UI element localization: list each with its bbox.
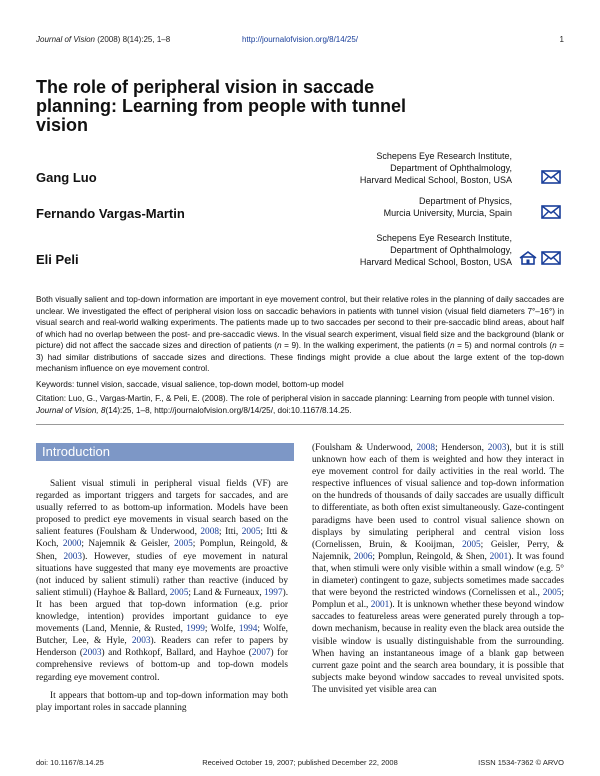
citation-year-link[interactable]: 2003 — [82, 648, 102, 659]
citation-year-link[interactable]: 2003 — [487, 443, 507, 453]
mail-icon[interactable] — [541, 170, 561, 184]
journal-volume: (2008) 8(14):25, 1–8 — [95, 35, 171, 44]
body-text: ). However, studies of eye movement in natural situations have suggested that many eye movements are proactive (not induced by salient stimuli) rather than reactive (induced by salient stimuli) (Hayhoe & Ballard, — [36, 551, 288, 598]
citation-year-link[interactable]: 2008 — [416, 443, 436, 453]
author-affiliation: Schepens Eye Research Institute, Department of Ophthalmology, Harvard Medical School, Boston, USA — [359, 233, 512, 267]
divider — [36, 424, 564, 425]
body-text: ; Henderson, — [435, 443, 488, 453]
citation-year-link[interactable]: 2005 — [174, 539, 193, 550]
body-text: ; Itti & Koch, — [36, 527, 288, 550]
citation-year-link[interactable]: 2005 — [462, 539, 481, 550]
author-affiliation: Schepens Eye Research Institute, Department of Ophthalmology, Harvard Medical School, Boston, USA — [359, 151, 512, 185]
body-text: ; Itti, — [219, 527, 242, 538]
paragraph: It appears that bottom-up and top-down information may both play important roles in saccade planning — [36, 690, 288, 713]
section-title: Introduction — [42, 444, 110, 459]
citation-year-link[interactable]: 1997 — [264, 587, 283, 598]
citation-year-link[interactable]: 2008 — [200, 527, 219, 538]
body-text: ). It has been argued that top-down information (e.g. prior knowledge, intention) provides important guidance to eye movements (Land, Mennie, & Rusted, — [36, 587, 289, 635]
citation-year-link[interactable]: 2001 — [489, 551, 509, 562]
citation: Citation: Luo, G., Vargas-Martin, F., & Peli, E. (2008). The role of peripheral vision in saccade planning: Learning from people with tunnel vision. Journal of Vision, 8(14):25, 1–8, http://journalofvision.org/8/14/25/, doi:10.1167/8.14.25. — [36, 394, 555, 415]
body-text: ; Pomplun et al., — [312, 588, 564, 611]
citation-year-link[interactable]: 1994 — [238, 624, 258, 635]
paragraph — [312, 442, 564, 696]
mail-icon[interactable] — [541, 205, 561, 219]
body-text: ; Najemnik & Geisler, — [81, 539, 175, 550]
body-column-right — [312, 442, 564, 696]
paragraph — [36, 478, 288, 684]
header-url[interactable]: http://journalofvision.org/8/14/25/ — [241, 35, 359, 44]
body-text: (Foulsham & Underwood, — [312, 443, 417, 453]
keywords: Keywords: tunnel vision, saccade, visual salience, top-down model, bottom-up model — [36, 380, 344, 389]
body-text: ). Readers can refer to papers by Henderson ( — [36, 636, 289, 659]
body-column-left — [36, 478, 288, 714]
citation-year-link[interactable]: 2007 — [251, 648, 271, 659]
citation-year-link[interactable]: 2005 — [542, 588, 562, 599]
footer-dates: Received October 19, 2007; published December 22, 2008 — [202, 758, 398, 767]
citation-year-link[interactable]: 2005 — [169, 587, 189, 598]
body-text: ; Land & Furneaux, — [188, 587, 264, 598]
page-number: 1 — [559, 35, 564, 44]
home-icon[interactable] — [518, 251, 538, 265]
citation-year-link[interactable]: 2006 — [353, 551, 373, 562]
author-name: Eli Peli — [36, 252, 79, 267]
body-text: ; Wolfe, — [204, 624, 239, 635]
citation-year-link[interactable]: 2000 — [62, 539, 82, 550]
citation-year-link[interactable]: 2005 — [241, 527, 261, 538]
body-text: ) and Rothkopf, Ballard, and Hayhoe ( — [101, 648, 252, 659]
body-text: ; Wolfe, Butcher, Lee, & Hyle, — [36, 624, 288, 647]
citation-year-link[interactable]: 2001 — [370, 600, 390, 611]
body-text: ). It is unknown whether these beyond window saccades to featureless areas were generated purely through a top-down mechanism, because in reality even the black area outside the visible window is usually distinguishable from the surrounding. When having an instantaneous image of a blank gap between current gaze point and the search area boundary, it is possible that subjects make beyond window saccades to reveal unvisited spots. The unvisited yet visible area can — [312, 600, 565, 695]
body-text: ) for comprehensive reviews of bottom-up and top-down models regarding eye movement control. — [36, 648, 288, 683]
journal-name: Journal of Vision — [36, 35, 95, 44]
body-text: ; Pomplun, Reingold, & Shen, — [372, 551, 490, 562]
citation-year-link[interactable]: 2003 — [63, 551, 83, 562]
abstract: Both visually salient and top-down information are important in eye movement control, but their relative roles in the planning of daily saccades are unclear. We investigated the effect of peripheral vision loss on saccadic behaviors in patients with tunnel vision (visual field diameters 7°–16°) in visual search and real-world walking experiments. The patients made up to two saccades per second to their pre-saccadic blind areas, about half of which had no overlap between the post- and pre-saccadic views. In the visual search experiment, visual field size and the background (blank or picture) did not affect the saccade sizes and direction of patients (n = 9). In the walking experiment, the patients (n = 5) and normal controls (n = 3) had similar distributions of saccade sizes and directions. These findings might provide a clue about the large extent of the top-down mechanism influence on eye movement control. — [36, 295, 564, 373]
body-text: ; Geisler, Perry, & Najemnik, — [312, 539, 564, 562]
citation-year-link[interactable]: 1999 — [186, 624, 205, 635]
mail-icon[interactable] — [541, 251, 561, 265]
body-text: ), but it is still unknown how each of them is weighted and how they interact in eye movement control for daily activities in the real world. The respective influences of visual salience and top-down information on the hundreds of thousands of daily saccades are usually difficult to differentiate, as both often exist simultaneously. Gaze-contingent paradigms have been used to control visual salience shown on displays by simulating peripheral and central vision loss (Cornelissen, Bruin, & Kooijman, — [312, 443, 564, 550]
citation-year-link[interactable]: 2003 — [131, 636, 151, 647]
body-text: ; Pomplun, Reingold, & Shen, — [36, 539, 288, 562]
body-text: ). It was found that, when stimuli were only visible within a small window (e.g. 5° in diameter) contingent to gaze, subjects sometimes made saccades that were beyond the restricted windows (Cornelissen et al., — [312, 551, 565, 599]
author-name: Fernando Vargas-Martin — [36, 206, 185, 221]
footer-doi: doi: 10.1167/8.14.25 — [36, 758, 104, 767]
author-name: Gang Luo — [36, 170, 97, 185]
body-text: Salient visual stimuli in peripheral visual fields (VF) are regarded as important triggers and targets for saccades, and are usually referred to as bottom-up information. Models have been proposed to predict eye movements in visual search based on the salient features (Foulsham & Underwood, — [36, 479, 288, 538]
author-affiliation: Department of Physics, Murcia University, Murcia, Spain — [383, 196, 512, 218]
footer-issn: ISSN 1534-7362 © ARVO — [478, 758, 564, 767]
paper-title: The role of peripheral vision in saccade planning: Learning from people with tunnel vision — [36, 77, 406, 135]
